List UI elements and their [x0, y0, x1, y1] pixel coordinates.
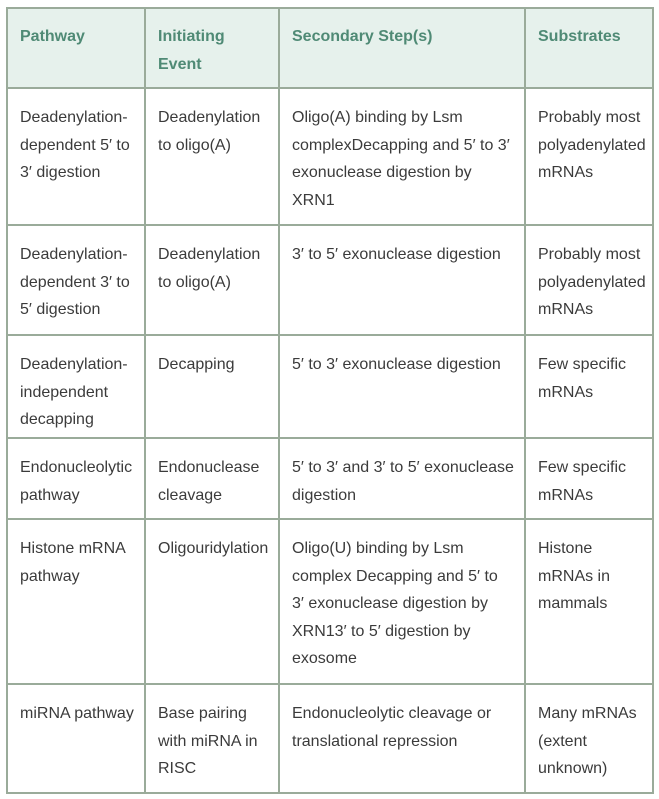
table-row [7, 684, 653, 793]
header-secondary-steps: Secondary Step(s) [279, 8, 525, 88]
cell-pathway: Deadenylation-independent decapping [7, 335, 145, 438]
cell-pathway: Histone mRNA pathway [7, 519, 145, 684]
cell-initiating-event: Deadenylation to oligo(A) [145, 88, 279, 225]
cell-secondary-steps: Oligo(U) binding by Lsm complex Decapping and 5′ to 3′ exonuclease digestion by XRN13′ to 5′ digestion by exosome [279, 519, 525, 684]
cell-pathway: Deadenylation-dependent 5′ to 3′ digestion [7, 88, 145, 225]
table-row [7, 88, 653, 225]
cell-initiating-event: Decapping [145, 335, 279, 438]
cell-initiating-event: Deadenylation to oligo(A) [145, 225, 279, 335]
cell-initiating-event: Endonuclease cleavage [145, 438, 279, 519]
cell-secondary-steps: Endonucleolytic cleavage or translational repression [279, 684, 525, 793]
header-row [7, 8, 653, 88]
cell-secondary-steps: 3′ to 5′ exonuclease digestion [279, 225, 525, 335]
header-pathway: Pathway [7, 8, 145, 88]
cell-substrates: Probably most polyadenylated mRNAs [525, 88, 653, 225]
cell-secondary-steps: 5′ to 3′ exonuclease digestion [279, 335, 525, 438]
cell-secondary-steps: 5′ to 3′ and 3′ to 5′ exonuclease digestion [279, 438, 525, 519]
mrna-decay-pathways-table [6, 7, 654, 794]
cell-initiating-event: Base pairing with miRNA in RISC [145, 684, 279, 793]
table-row [7, 335, 653, 438]
cell-substrates: Few specific mRNAs [525, 438, 653, 519]
cell-pathway: Endonucleolytic pathway [7, 438, 145, 519]
table-row [7, 438, 653, 519]
table-row [7, 225, 653, 335]
cell-substrates: Probably most polyadenylated mRNAs [525, 225, 653, 335]
cell-initiating-event: Oligouridylation [145, 519, 279, 684]
header-initiating-event: Initiating Event [145, 8, 279, 88]
cell-pathway: miRNA pathway [7, 684, 145, 793]
cell-substrates: Histone mRNAs in mammals [525, 519, 653, 684]
cell-substrates: Few specific mRNAs [525, 335, 653, 438]
cell-substrates: Many mRNAs (extent unknown) [525, 684, 653, 793]
header-substrates: Substrates [525, 8, 653, 88]
cell-secondary-steps: Oligo(A) binding by Lsm complexDecapping and 5′ to 3′ exonuclease digestion by XRN1 [279, 88, 525, 225]
cell-pathway: Deadenylation-dependent 3′ to 5′ digestion [7, 225, 145, 335]
table-row [7, 519, 653, 684]
